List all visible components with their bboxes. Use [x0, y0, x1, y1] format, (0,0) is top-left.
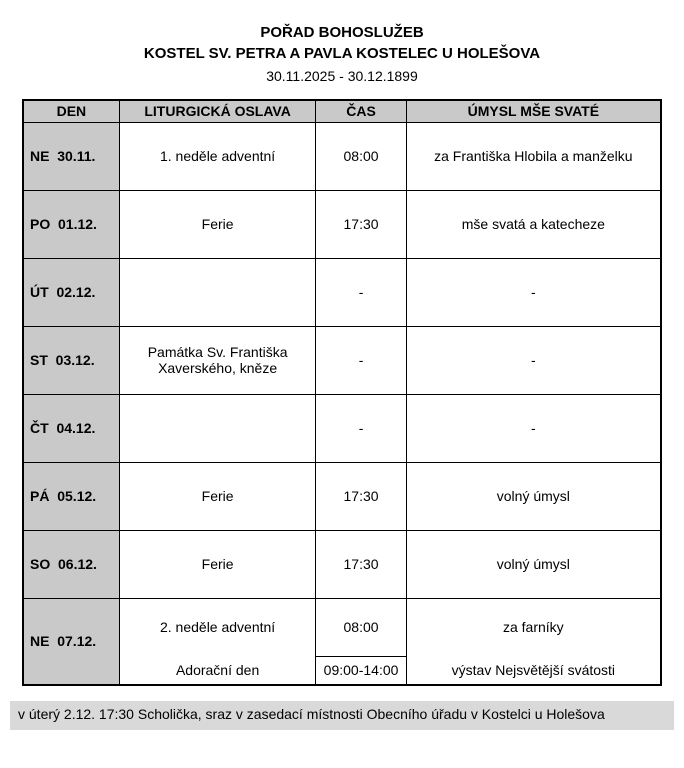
cell-cas: 08:00	[316, 122, 406, 190]
cell-den: PÁ 05.12.	[23, 462, 119, 530]
cell-den: NE 30.11.	[23, 122, 119, 190]
cell-oslava: 2. neděle adventní	[119, 598, 316, 656]
cell-oslava: Adorační den	[119, 656, 316, 685]
table-row-last-top	[23, 598, 661, 656]
table-row	[23, 530, 661, 598]
table-row	[23, 190, 661, 258]
cell-umysl: volný úmysl	[406, 462, 661, 530]
cell-umysl: -	[406, 326, 661, 394]
cell-umysl: -	[406, 258, 661, 326]
document-title: POŘAD BOHOSLUŽEB	[260, 24, 424, 41]
cell-cas: -	[316, 258, 406, 326]
cell-umysl: -	[406, 394, 661, 462]
cell-oslava: 1. neděle adventní	[119, 122, 316, 190]
column-header-umysl: ÚMYSL MŠE SVATÉ	[406, 100, 661, 122]
column-header-oslava: LITURGICKÁ OSLAVA	[119, 100, 316, 122]
cell-umysl: za farníky	[406, 598, 661, 656]
cell-umysl: volný úmysl	[406, 530, 661, 598]
cell-cas: -	[316, 326, 406, 394]
cell-oslava	[119, 394, 316, 462]
cell-cas: 09:00-14:00	[316, 656, 406, 685]
cell-umysl: výstav Nejsvětější svátosti	[406, 656, 661, 685]
cell-cas: 17:30	[316, 190, 406, 258]
table-row-last-bottom	[23, 656, 661, 685]
cell-den: ST 03.12.	[23, 326, 119, 394]
cell-cas: -	[316, 394, 406, 462]
cell-den: NE 07.12.	[23, 598, 119, 685]
cell-den: SO 06.12.	[23, 530, 119, 598]
cell-oslava	[119, 258, 316, 326]
document-header	[0, 0, 684, 86]
cell-cas: 08:00	[316, 598, 406, 656]
cell-den: ÚT 02.12.	[23, 258, 119, 326]
cell-oslava: Ferie	[119, 462, 316, 530]
cell-oslava: Památka Sv. Františka Xaverského, kněze	[119, 326, 316, 394]
column-header-cas: ČAS	[316, 100, 406, 122]
cell-umysl: mše svatá a katecheze	[406, 190, 661, 258]
cell-oslava: Ferie	[119, 190, 316, 258]
footer-note: v úterý 2.12. 17:30 Scholička, sraz v zasedací místnosti Obecního úřadu v Kostelci u Holešova	[10, 701, 674, 730]
cell-cas: 17:30	[316, 530, 406, 598]
table-row	[23, 258, 661, 326]
date-range: 30.11.2025 - 30.12.1899	[266, 68, 418, 84]
table-header-row	[23, 100, 661, 122]
cell-umysl: za Františka Hlobila a manželku	[406, 122, 661, 190]
cell-den: ČT 04.12.	[23, 394, 119, 462]
schedule-table	[22, 99, 662, 686]
table-row	[23, 326, 661, 394]
table-row	[23, 394, 661, 462]
document-subtitle: KOSTEL SV. PETRA A PAVLA KOSTELEC U HOLEŠOVA	[143, 45, 541, 62]
cell-cas: 17:30	[316, 462, 406, 530]
cell-oslava: Ferie	[119, 530, 316, 598]
column-header-den: DEN	[23, 100, 119, 122]
table-row	[23, 122, 661, 190]
cell-den: PO 01.12.	[23, 190, 119, 258]
table-row	[23, 462, 661, 530]
